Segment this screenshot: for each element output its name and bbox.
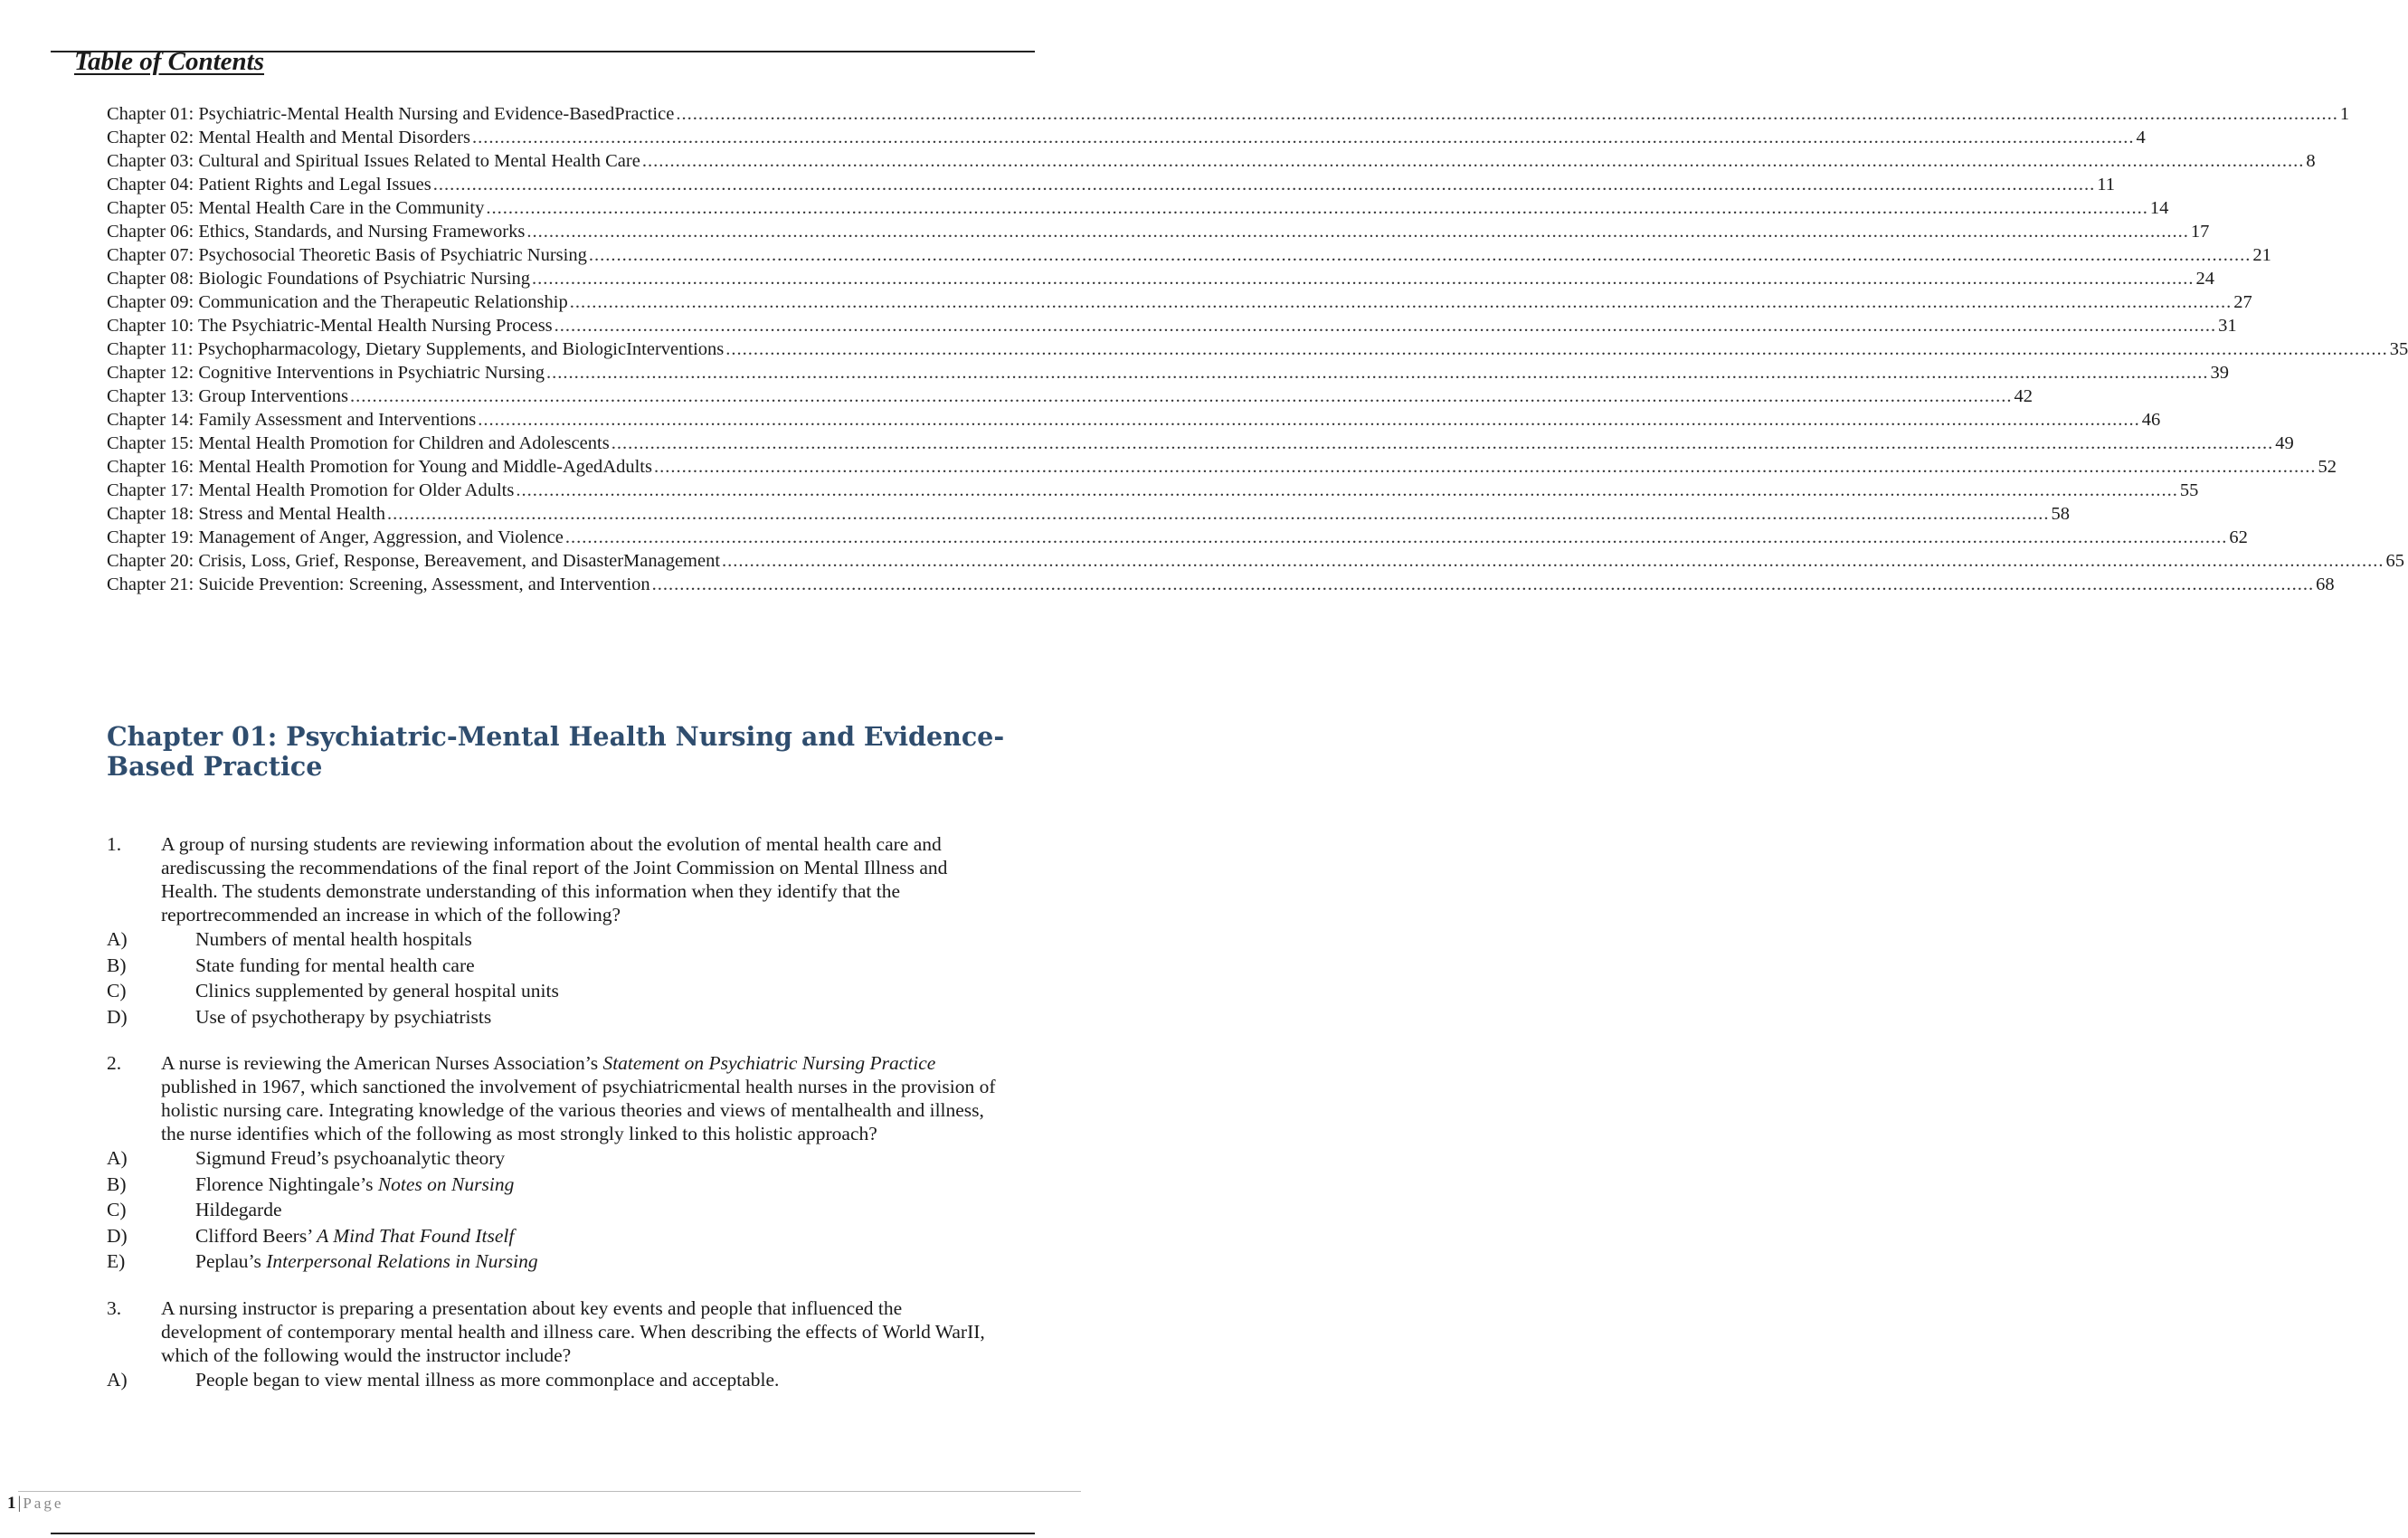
option-text: Use of psychotherapy by psychiatrists — [195, 1005, 492, 1028]
toc-entry-page: 52 — [2318, 457, 2337, 477]
toc-entry-label: Chapter 16: Mental Health Promotion for Young and Middle-AgedAdults — [107, 457, 652, 477]
option-text: Peplau’s Interpersonal Relations in Nursing — [195, 1250, 538, 1272]
option-letter: C) — [107, 980, 127, 1002]
toc-entry[interactable] — [107, 126, 2146, 149]
option-letter: C) — [107, 1199, 127, 1220]
question-2 — [107, 1051, 1011, 1275]
toc-entry[interactable] — [107, 573, 2335, 596]
toc-entry-page: 49 — [2275, 433, 2294, 453]
toc-leader-dots: ............................................................................................................................................................................................................................................................................................................ — [526, 222, 2189, 242]
question-text: A group of nursing students are reviewing information about the evolution of mental health care and arediscussing the recommendations of the final report of the Joint Commission on Mental Illness and Health. The students demonstrate understanding of this information when they identify that the reportrecommended an increase in which of the following? — [161, 833, 948, 926]
page-footer — [7, 1494, 63, 1514]
toc-entry-label: Chapter 14: Family Assessment and Interventions — [107, 410, 477, 430]
page-number: 1 — [7, 1494, 16, 1513]
toc-leader-dots: ............................................................................................................................................................................................................................................................................................................ — [545, 363, 2209, 383]
toc-entry-page: 1 — [2339, 104, 2350, 124]
toc-entry-label: Chapter 07: Psychosocial Theoretic Basis of Psychiatric Nursing — [107, 245, 587, 265]
toc-entry-page: 35 — [2389, 339, 2408, 359]
toc-entry-page: 58 — [2051, 504, 2071, 524]
toc-entry[interactable] — [107, 243, 2271, 267]
option-letter: E) — [107, 1250, 126, 1272]
toc-leader-dots: ............................................................................................................................................................................................................................................................................................................ — [641, 151, 2305, 171]
answer-option — [107, 1172, 1011, 1198]
toc-entry-label: Chapter 13: Group Interventions — [107, 386, 349, 406]
toc-entry-label: Chapter 03: Cultural and Spiritual Issues Related to Mental Health Care — [107, 151, 640, 171]
toc-leader-dots: ............................................................................................................................................................................................................................................................................................................ — [516, 480, 2178, 500]
toc-leader-dots: ............................................................................................................................................................................................................................................................................................................ — [722, 551, 2384, 571]
toc-entry-page: 55 — [2179, 480, 2199, 500]
option-letter: B) — [107, 954, 127, 976]
answer-option — [107, 1367, 1011, 1393]
option-text: Hildegarde — [195, 1199, 282, 1220]
toc-entry[interactable] — [107, 220, 2210, 243]
toc-leader-dots: ............................................................................................................................................................................................................................................................................................................ — [486, 198, 2148, 218]
toc-entry-label: Chapter 01: Psychiatric-Mental Health Nursing and Evidence-BasedPractice — [107, 104, 675, 124]
toc-entry-page: 17 — [2190, 222, 2210, 242]
toc-leader-dots: ............................................................................................................................................................................................................................................................................................................ — [478, 410, 2140, 430]
toc-entry[interactable] — [107, 290, 2252, 314]
toc-entry-label: Chapter 17: Mental Health Promotion for Older Adults — [107, 480, 515, 500]
toc-entry[interactable] — [107, 479, 2199, 502]
toc-entry-label: Chapter 20: Crisis, Loss, Grief, Response, Bereavement, and DisasterManagement — [107, 551, 721, 571]
table-of-contents — [107, 102, 2408, 596]
answer-option — [107, 926, 1011, 953]
toc-entry[interactable] — [107, 102, 2350, 126]
option-letter: A) — [107, 1147, 128, 1169]
question-number: 3. — [107, 1296, 122, 1319]
question-text: A nurse is reviewing the American Nurses Association’s Statement on Psychiatric Nursing Practice published in 1967, which sanctioned the involvement of psychiatricmental health nurses in the provision of holistic nursing care. Integrating knowledge of the various theories and views of mentalhealth and illness, the nurse identifies which of the following as most strongly linked to this holistic approach? — [161, 1052, 996, 1144]
question-1 — [107, 832, 1011, 1030]
toc-entry[interactable] — [107, 408, 2161, 432]
answer-option — [107, 978, 1011, 1004]
toc-entry[interactable] — [107, 337, 2408, 361]
toc-entry-label: Chapter 15: Mental Health Promotion for Children and Adolescents — [107, 433, 610, 453]
chapter-heading: Chapter 01: Psychiatric-Mental Health Nursing and Evidence-Based Practice — [107, 721, 1005, 782]
toc-entry-label: Chapter 08: Biologic Foundations of Psychiatric Nursing — [107, 269, 531, 289]
toc-entry-label: Chapter 21: Suicide Prevention: Screening, Assessment, and Intervention — [107, 574, 650, 594]
option-text: Florence Nightingale’s Notes on Nursing — [195, 1172, 515, 1195]
footer-separator: | — [17, 1494, 22, 1513]
toc-entry-label: Chapter 19: Management of Anger, Aggression, and Violence — [107, 527, 564, 547]
toc-entry-label: Chapter 11: Psychopharmacology, Dietary Supplements, and BiologicInterventions — [107, 339, 725, 359]
toc-entry-page: 68 — [2316, 574, 2335, 594]
toc-entry-page: 65 — [2385, 551, 2405, 571]
page-word: Page — [23, 1495, 64, 1512]
answer-option — [107, 1248, 1011, 1275]
toc-entry[interactable] — [107, 526, 2248, 549]
toc-entry-page: 42 — [2014, 386, 2034, 406]
option-letter: B) — [107, 1172, 127, 1195]
option-letter: A) — [107, 1368, 128, 1391]
question-number: 1. — [107, 833, 122, 855]
answer-option — [107, 1004, 1011, 1030]
toc-entry-label: Chapter 06: Ethics, Standards, and Nursing Frameworks — [107, 222, 526, 242]
toc-leader-dots: ............................................................................................................................................................................................................................................................................................................ — [611, 433, 2274, 453]
toc-entry-page: 62 — [2229, 527, 2248, 547]
toc-entry-label: Chapter 05: Mental Health Care in the Community — [107, 198, 485, 218]
option-letter: D) — [107, 1005, 128, 1028]
answer-option — [107, 1197, 1011, 1223]
answer-option — [107, 1145, 1011, 1172]
toc-entry[interactable] — [107, 549, 2405, 573]
question-list — [107, 832, 1011, 1414]
toc-leader-dots: ............................................................................................................................................................................................................................................................................................................ — [532, 269, 2195, 289]
toc-leader-dots: ............................................................................................................................................................................................................................................................................................................ — [350, 386, 2013, 406]
toc-entry-page: 21 — [2252, 245, 2271, 265]
bottom-rule — [51, 1533, 1035, 1534]
toc-entry-label: Chapter 18: Stress and Mental Health — [107, 504, 386, 524]
toc-entry[interactable] — [107, 173, 2115, 196]
toc-entry[interactable] — [107, 196, 2169, 220]
toc-entry[interactable] — [107, 149, 2316, 173]
toc-leader-dots: ............................................................................................................................................................................................................................................................................................................ — [569, 292, 2233, 312]
toc-entry[interactable] — [107, 432, 2294, 455]
toc-entry-page: 8 — [2306, 151, 2316, 171]
question-3 — [107, 1296, 1011, 1393]
toc-leader-dots: ............................................................................................................................................................................................................................................................................................................ — [471, 128, 2135, 147]
toc-leader-dots: ............................................................................................................................................................................................................................................................................................................ — [387, 504, 2050, 524]
toc-entry[interactable] — [107, 502, 2071, 526]
toc-entry-page: 14 — [2149, 198, 2169, 218]
option-text: Clinics supplemented by general hospital units — [195, 980, 559, 1002]
toc-entry-page: 46 — [2141, 410, 2161, 430]
toc-entry[interactable] — [107, 384, 2034, 408]
toc-entry-label: Chapter 09: Communication and the Therapeutic Relationship — [107, 292, 568, 312]
option-text: Clifford Beers’ A Mind That Found Itself — [195, 1224, 515, 1247]
toc-leader-dots: ............................................................................................................................................................................................................................................................................................................ — [554, 316, 2217, 336]
option-text: People began to view mental illness as more commonplace and acceptable. — [195, 1368, 780, 1391]
question-number: 2. — [107, 1052, 122, 1074]
toc-leader-dots: ............................................................................................................................................................................................................................................................................................................ — [725, 339, 2388, 359]
toc-entry-page: 31 — [2218, 316, 2237, 336]
answer-option — [107, 953, 1011, 979]
option-letter: D) — [107, 1224, 128, 1247]
question-text: A nursing instructor is preparing a presentation about key events and people that influenced the development of contemporary mental health and illness care. When describing the effects of World WarII, which of the following would the instructor include? — [161, 1296, 985, 1366]
toc-leader-dots: ............................................................................................................................................................................................................................................................................................................ — [676, 104, 2338, 124]
toc-title: Table of Contents — [74, 47, 265, 76]
toc-entry-label: Chapter 10: The Psychiatric-Mental Health Nursing Process — [107, 316, 553, 336]
toc-entry[interactable] — [107, 267, 2215, 290]
toc-entry-label: Chapter 02: Mental Health and Mental Disorders — [107, 128, 470, 147]
toc-entry[interactable] — [107, 314, 2237, 337]
toc-leader-dots: ............................................................................................................................................................................................................................................................................................................ — [564, 527, 2228, 547]
option-text: Numbers of mental health hospitals — [195, 928, 472, 950]
toc-entry[interactable] — [107, 361, 2229, 384]
option-letter: A) — [107, 928, 128, 950]
toc-leader-dots: ............................................................................................................................................................................................................................................................................................................ — [653, 457, 2317, 477]
toc-leader-dots: ............................................................................................................................................................................................................................................................................................................ — [651, 574, 2315, 594]
answer-option — [107, 1223, 1011, 1249]
toc-entry-page: 24 — [2195, 269, 2215, 289]
footer-rule — [18, 1491, 1081, 1492]
toc-entry-label: Chapter 04: Patient Rights and Legal Issues — [107, 175, 431, 195]
toc-entry-page: 39 — [2210, 363, 2229, 383]
toc-leader-dots: ............................................................................................................................................................................................................................................................................................................ — [432, 175, 2096, 195]
toc-leader-dots: ............................................................................................................................................................................................................................................................................................................ — [588, 245, 2252, 265]
toc-entry-page: 11 — [2097, 175, 2115, 195]
toc-entry-page: 4 — [2136, 128, 2146, 147]
option-text: Sigmund Freud’s psychoanalytic theory — [195, 1147, 506, 1169]
option-text: State funding for mental health care — [195, 954, 475, 976]
toc-entry-label: Chapter 12: Cognitive Interventions in Psychiatric Nursing — [107, 363, 545, 383]
toc-entry-page: 27 — [2233, 292, 2252, 312]
toc-entry[interactable] — [107, 455, 2337, 479]
